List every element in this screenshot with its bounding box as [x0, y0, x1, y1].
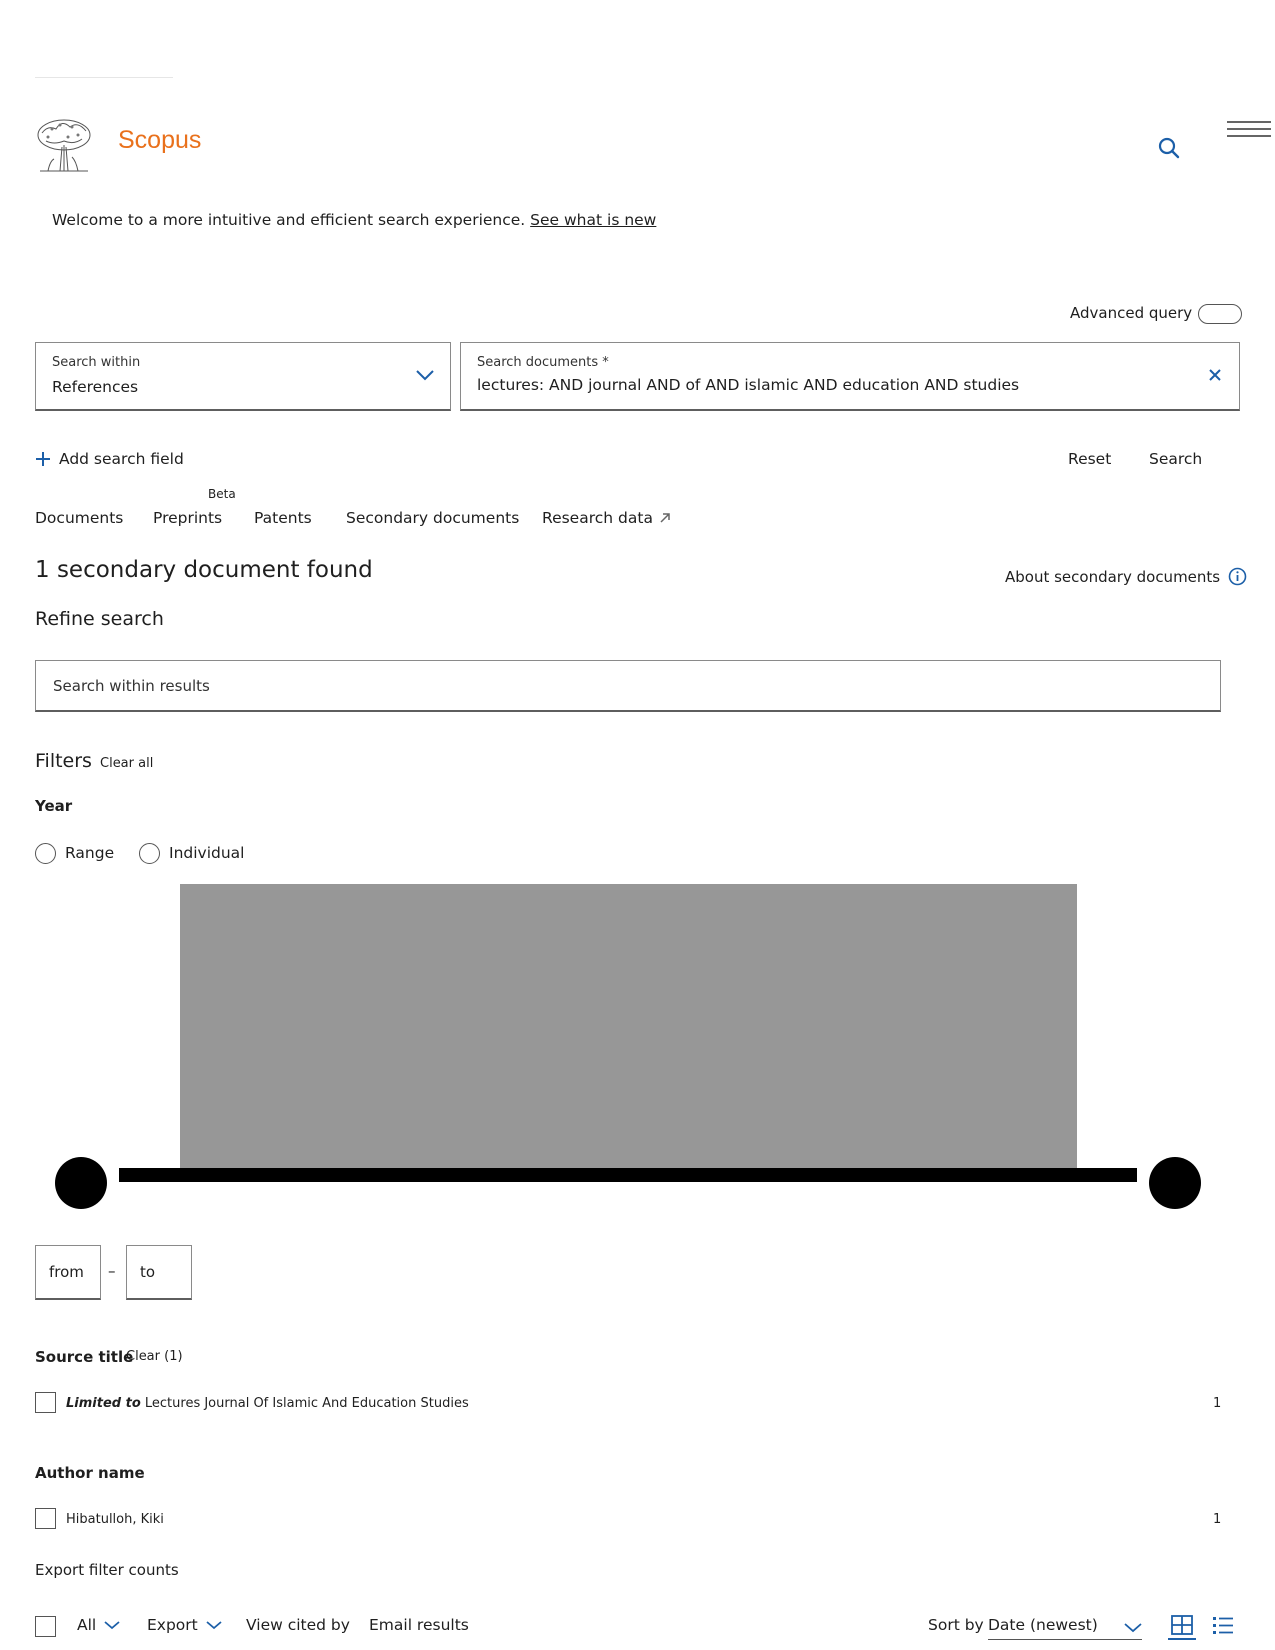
year-range-dash: –: [108, 1262, 116, 1280]
source-title-item-count: 1: [1213, 1396, 1222, 1411]
chevron-down-icon: [416, 369, 434, 381]
sort-by-label: Sort by: [928, 1616, 984, 1634]
close-icon[interactable]: [1207, 367, 1223, 383]
tab-research-data-label: Research data: [542, 509, 653, 527]
author-name-item-label[interactable]: Hibatulloh, Kiki: [66, 1512, 164, 1527]
welcome-banner: [52, 211, 656, 229]
add-search-field-button[interactable]: [35, 450, 184, 468]
grid-view-button[interactable]: [1168, 1614, 1196, 1640]
results-count-title: 1 secondary document found: [35, 557, 373, 583]
top-divider: [35, 77, 173, 78]
advanced-query-toggle[interactable]: [1198, 304, 1242, 324]
elsevier-logo[interactable]: [34, 117, 94, 173]
author-name-checkbox[interactable]: [35, 1508, 56, 1529]
year-histogram-bar: [180, 884, 1077, 1170]
search-documents-label: Search documents *: [477, 355, 609, 370]
search-button[interactable]: Search: [1149, 450, 1203, 468]
sort-by-value: Date (newest): [988, 1616, 1098, 1634]
all-dropdown-label: All: [77, 1616, 97, 1634]
search-within-results-placeholder: Search within results: [53, 677, 210, 695]
source-title-checkbox[interactable]: [35, 1392, 56, 1413]
clear-all-filters-button[interactable]: Clear all: [100, 756, 154, 771]
beta-badge: Beta: [208, 487, 236, 501]
source-title-clear-button[interactable]: Clear (1): [126, 1349, 183, 1364]
author-name-item-count: 1: [1213, 1512, 1222, 1527]
tab-secondary-documents[interactable]: Secondary documents: [346, 509, 520, 527]
menu-icon[interactable]: [1227, 120, 1271, 140]
email-results-button[interactable]: Email results: [369, 1616, 469, 1634]
tab-patents[interactable]: Patents: [254, 509, 312, 527]
year-filter-title: Year: [35, 797, 73, 815]
year-individual-label: Individual: [169, 844, 245, 862]
external-link-icon: [659, 512, 671, 524]
year-from-placeholder: from: [49, 1263, 84, 1281]
about-secondary-documents-link[interactable]: [1005, 567, 1247, 586]
year-slider-track[interactable]: [119, 1168, 1137, 1182]
list-view-icon[interactable]: [1212, 1615, 1234, 1635]
source-title-item[interactable]: [66, 1396, 469, 1411]
all-dropdown[interactable]: [77, 1616, 120, 1634]
refine-search-title: Refine search: [35, 608, 164, 630]
search-within-results-input[interactable]: [35, 660, 1221, 712]
about-secondary-documents-label: About secondary documents: [1005, 567, 1221, 586]
sort-by-select[interactable]: [988, 1614, 1142, 1640]
search-documents-input[interactable]: lectures: AND journal AND of AND islamic AND education AND studies: [477, 376, 1020, 394]
filters-title: Filters: [35, 750, 92, 772]
tab-preprints[interactable]: Preprints: [153, 509, 223, 527]
brand-name[interactable]: Scopus: [118, 126, 202, 154]
reset-button[interactable]: Reset: [1068, 450, 1112, 468]
export-filter-counts-link[interactable]: Export filter counts: [35, 1561, 179, 1579]
limited-to-label: Limited to: [66, 1396, 141, 1411]
info-icon: [1228, 567, 1247, 586]
year-slider-max-handle[interactable]: [1149, 1157, 1201, 1209]
year-from-input[interactable]: [35, 1245, 101, 1300]
chevron-down-icon: [206, 1620, 222, 1630]
tab-research-data[interactable]: [542, 509, 671, 527]
search-icon[interactable]: [1157, 136, 1181, 160]
export-dropdown-label: Export: [147, 1616, 198, 1634]
year-range-radio[interactable]: [35, 843, 56, 864]
year-individual-radio[interactable]: [139, 843, 160, 864]
source-title-item-label: Lectures Journal Of Islamic And Education Studies: [144, 1396, 469, 1411]
add-search-field-label: Add search field: [59, 450, 184, 468]
author-name-filter-title: Author name: [35, 1464, 145, 1482]
year-to-input[interactable]: [126, 1245, 192, 1300]
source-title-filter-title: Source title: [35, 1348, 134, 1366]
welcome-text: Welcome to a more intuitive and efficient search experience.: [52, 211, 526, 229]
view-cited-by-button[interactable]: View cited by: [246, 1616, 350, 1634]
grid-view-icon: [1171, 1615, 1193, 1635]
chevron-down-icon: [1124, 1622, 1142, 1633]
search-documents-field[interactable]: [460, 342, 1240, 411]
year-to-placeholder: to: [140, 1263, 156, 1281]
year-range-label: Range: [65, 844, 115, 862]
advanced-query-label: Advanced query: [1070, 304, 1193, 322]
year-slider-min-handle[interactable]: [55, 1157, 107, 1209]
tab-documents[interactable]: Documents: [35, 509, 124, 527]
plus-icon: [35, 451, 51, 467]
see-what-is-new-link[interactable]: See what is new: [530, 211, 657, 229]
chevron-down-icon: [104, 1620, 120, 1630]
select-all-checkbox[interactable]: [35, 1616, 56, 1637]
export-dropdown[interactable]: [147, 1616, 222, 1634]
search-within-label: Search within: [52, 355, 141, 370]
search-within-value: References: [52, 378, 139, 396]
search-within-select[interactable]: [35, 342, 451, 411]
